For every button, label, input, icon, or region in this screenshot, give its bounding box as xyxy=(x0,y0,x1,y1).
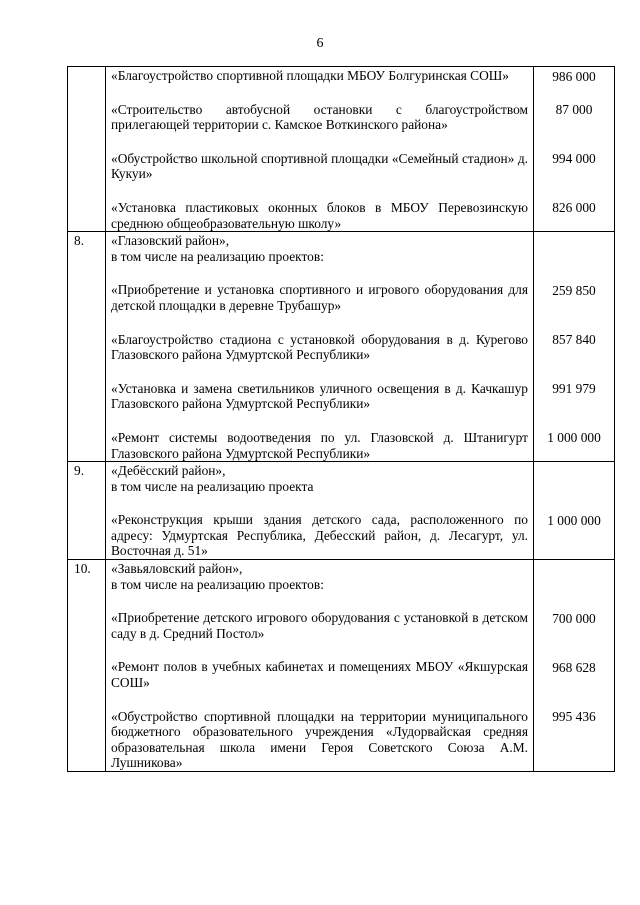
item-gap xyxy=(111,314,528,332)
project-amount: 1 000 000 xyxy=(547,512,601,528)
item-gap xyxy=(111,412,528,430)
item-gap xyxy=(111,264,528,282)
table-row xyxy=(68,560,615,772)
row-values xyxy=(534,232,615,462)
row-description xyxy=(106,67,534,232)
project-text: «Благоустройство стадиона с установкой оборудования в д. Курегово Глазовского района Удмуртской Республики» xyxy=(111,331,528,363)
item-gap xyxy=(111,494,528,512)
item-gap xyxy=(111,84,528,102)
table-row xyxy=(68,67,615,232)
project-amount: 986 000 xyxy=(552,68,596,84)
row-description xyxy=(106,560,534,772)
project-amount: 968 628 xyxy=(552,659,596,675)
row-description xyxy=(106,462,534,560)
district-intro: в том числе на реализацию проектов: xyxy=(111,248,324,264)
row-number xyxy=(68,67,106,232)
project-amount: 1 000 000 xyxy=(547,430,601,446)
project-text: «Установка пластиковых оконных блоков в МБОУ Перевозинскую среднюю общеобразовательную школу» xyxy=(111,199,528,231)
table-row xyxy=(68,232,615,462)
project-text: «Благоустройство спортивной площадки МБОУ Болгуринская СОШ» xyxy=(111,68,509,83)
district-name: «Дебёсский район», xyxy=(111,463,226,479)
project-text: «Обустройство школьной спортивной площадки «Семейный стадион» д. Кукуи» xyxy=(111,150,528,182)
project-text: «Приобретение детского игрового оборудования с установкой в детском саду в д. Средний Постол» xyxy=(111,610,528,641)
item-gap xyxy=(111,182,528,200)
item-gap xyxy=(111,592,528,610)
district-intro: в том числе на реализацию проектов: xyxy=(111,576,324,592)
project-text: «Установка и замена светильников уличного освещения в д. Качкашур Глазовского района Удмуртской Республики» xyxy=(111,380,528,412)
project-amount: 87 000 xyxy=(555,102,593,118)
project-text: «Ремонт полов в учебных кабинетах и помещениях МБОУ «Якшурская СОШ» xyxy=(111,659,528,691)
project-amount: 857 840 xyxy=(552,332,596,348)
row-values xyxy=(534,462,615,560)
district-name: «Завьяловский район», xyxy=(111,561,243,577)
project-amount: 700 000 xyxy=(552,610,596,626)
row-values xyxy=(534,67,615,232)
item-gap xyxy=(111,691,528,709)
item-gap xyxy=(111,363,528,381)
project-amount: 826 000 xyxy=(552,200,596,216)
funding-table xyxy=(67,66,615,772)
project-text: «Реконструкция крыши здания детского сада, расположенного по адресу: Удмуртская Республика, Дебесский район, д. Лесагурт, ул. Восточная д. 51» xyxy=(111,512,528,559)
item-gap xyxy=(111,641,528,659)
project-amount: 994 000 xyxy=(552,151,596,167)
project-text: «Ремонт системы водоотведения по ул. Глазовской д. Штанигурт Глазовского района Удмуртской Республики» xyxy=(111,429,528,461)
table-body xyxy=(68,67,615,772)
row-description xyxy=(106,232,534,462)
row-values xyxy=(534,560,615,772)
table-row xyxy=(68,462,615,560)
project-text: «Строительство автобусной остановки с благоустройством прилегающей территории с. Камское Воткинского района» xyxy=(111,101,528,133)
item-gap xyxy=(111,133,528,151)
row-number: 10. xyxy=(68,560,106,772)
row-number: 9. xyxy=(68,462,106,560)
project-text: «Обустройство спортивной площадки на территории муниципального бюджетного образовательного учреждения «Лудорвайская средняя образовательная школа имени Героя Советского Союза А.М. Лушникова» xyxy=(111,708,528,771)
project-amount: 259 850 xyxy=(552,282,596,298)
district-name: «Глазовский район», xyxy=(111,233,230,249)
row-number: 8. xyxy=(68,232,106,462)
project-text: «Приобретение и установка спортивного и игрового оборудования для детской площадки в деревне Трубашур» xyxy=(111,282,528,313)
project-amount: 991 979 xyxy=(552,381,596,397)
project-amount: 995 436 xyxy=(552,709,596,725)
district-intro: в том числе на реализацию проекта xyxy=(111,478,314,494)
page-number: 6 xyxy=(316,36,324,51)
